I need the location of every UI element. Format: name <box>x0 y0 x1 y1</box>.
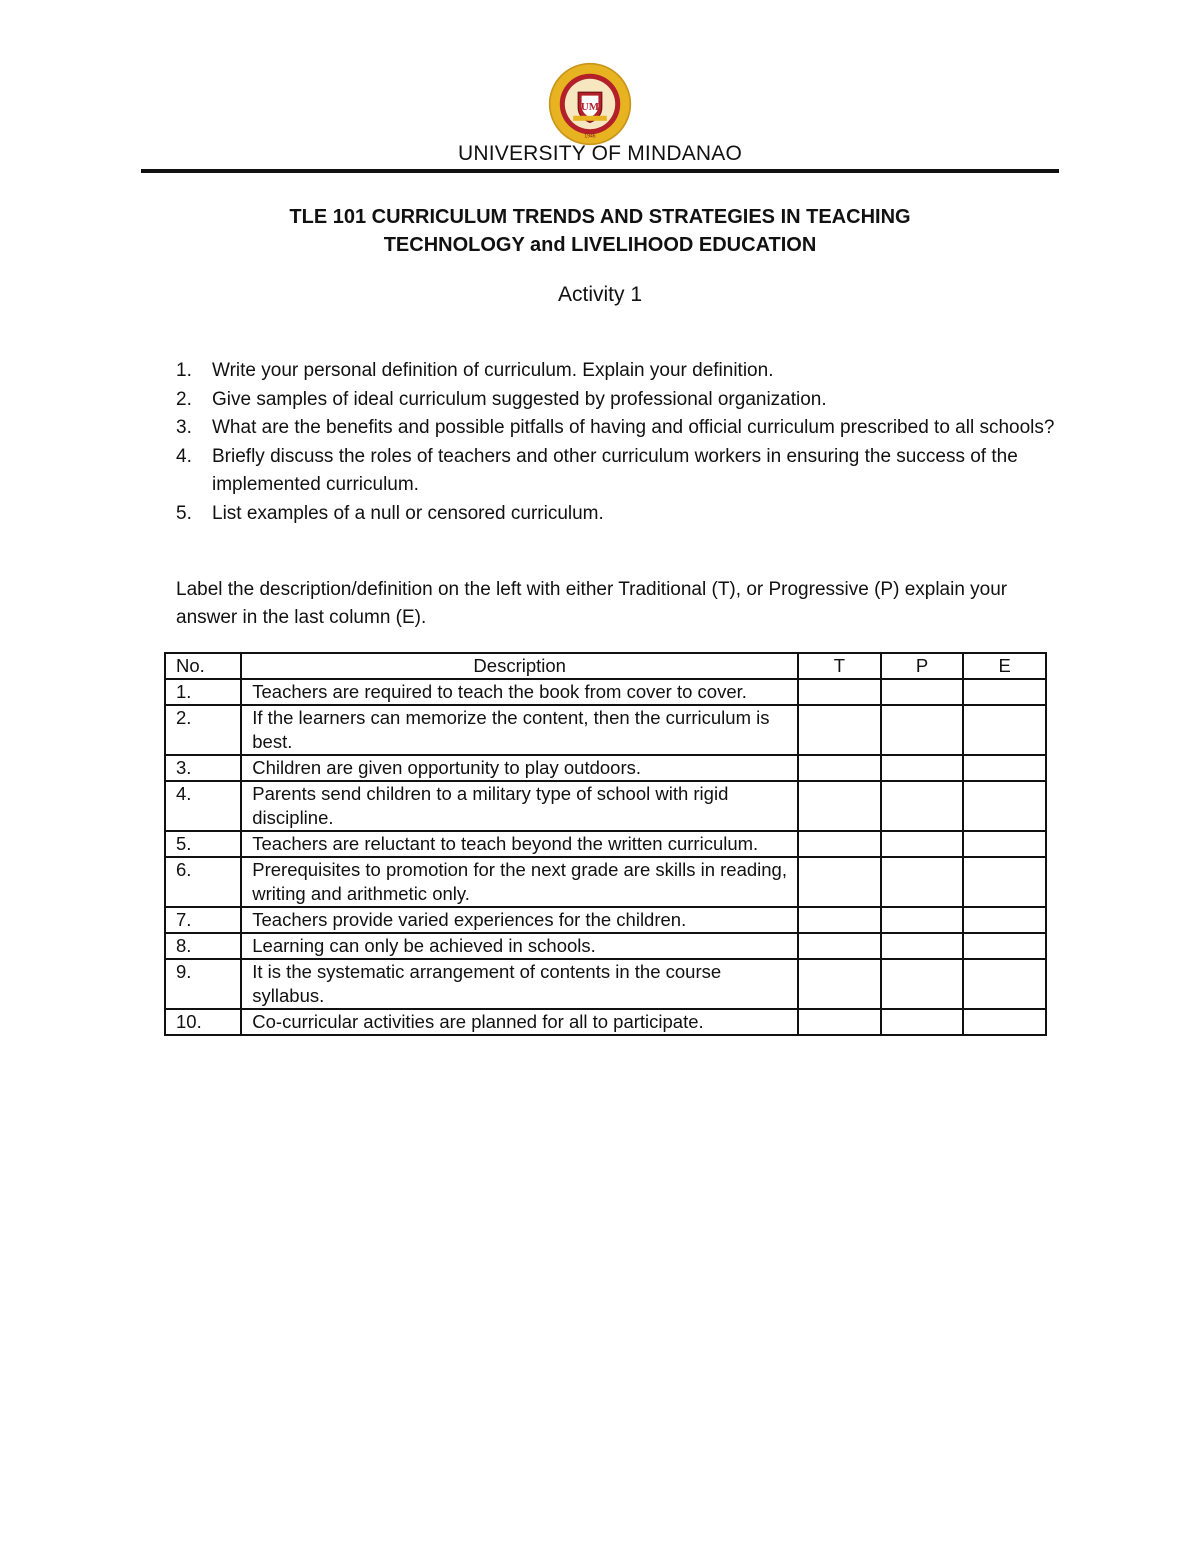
cell-t[interactable] <box>798 857 881 907</box>
question-text: Give samples of ideal curriculum suggested by professional organization. <box>212 388 827 410</box>
cell-e[interactable] <box>963 907 1046 933</box>
course-title-line-2: TECHNOLOGY and LIVELIHOOD EDUCATION <box>383 234 817 256</box>
question-text: Write your personal definition of curriculum. Explain your definition. <box>212 360 774 381</box>
cell-t[interactable] <box>798 781 881 831</box>
question-number: 5. <box>176 502 192 524</box>
table-row <box>165 933 1046 959</box>
cell-p[interactable] <box>881 831 964 857</box>
question-item <box>176 500 1076 529</box>
header-t: T <box>798 653 881 679</box>
university-seal-logo <box>548 62 632 146</box>
cell-no: 7. <box>165 907 241 933</box>
question-text: Briefly discuss the roles of teachers and other curriculum workers in ensuring the success of the implemented curriculum. <box>212 445 1018 495</box>
cell-e[interactable] <box>963 705 1046 755</box>
cell-description: Children are given opportunity to play outdoors. <box>241 755 798 781</box>
header-description: Description <box>241 653 798 679</box>
table-row <box>165 781 1046 831</box>
cell-e[interactable] <box>963 1009 1046 1035</box>
cell-t[interactable] <box>798 705 881 755</box>
header-p: P <box>881 653 964 679</box>
cell-no: 10. <box>165 1009 241 1035</box>
cell-e[interactable] <box>963 933 1046 959</box>
question-number: 3. <box>176 417 192 438</box>
table-row <box>165 1009 1046 1035</box>
cell-t[interactable] <box>798 1009 881 1035</box>
cell-description: Co-curricular activities are planned for all to participate. <box>241 1009 798 1035</box>
question-item <box>176 357 1076 386</box>
table-header-row <box>165 653 1046 679</box>
table-row <box>165 755 1046 781</box>
activity-heading: Activity 1 <box>557 283 643 306</box>
cell-no: 3. <box>165 755 241 781</box>
cell-p[interactable] <box>881 755 964 781</box>
cell-description: Learning can only be achieved in schools. <box>241 933 798 959</box>
course-title <box>0 203 1200 259</box>
cell-no: 1. <box>165 679 241 705</box>
cell-description: Teachers are required to teach the book from cover to cover. <box>241 679 798 705</box>
svg-text:1946: 1946 <box>584 133 596 140</box>
cell-description: Teachers are reluctant to teach beyond the written curriculum. <box>241 831 798 857</box>
cell-t[interactable] <box>798 959 881 1009</box>
cell-p[interactable] <box>881 679 964 705</box>
course-title-line-1: TLE 101 CURRICULUM TRENDS AND STRATEGIES IN TEACHING <box>289 206 911 228</box>
question-number: 2. <box>176 388 192 410</box>
cell-t[interactable] <box>798 755 881 781</box>
question-item <box>176 443 1076 500</box>
question-number: 4. <box>176 445 192 467</box>
cell-p[interactable] <box>881 781 964 831</box>
cell-description: Parents send children to a military type of school with rigid discipline. <box>241 781 798 831</box>
cell-p[interactable] <box>881 1009 964 1035</box>
table-row <box>165 705 1046 755</box>
header-rule <box>141 169 1059 173</box>
cell-e[interactable] <box>963 857 1046 907</box>
question-item <box>176 414 1076 443</box>
cell-p[interactable] <box>881 857 964 907</box>
cell-e[interactable] <box>963 781 1046 831</box>
svg-text:UM: UM <box>580 100 600 113</box>
cell-no: 8. <box>165 933 241 959</box>
table-row <box>165 857 1046 907</box>
cell-t[interactable] <box>798 679 881 705</box>
cell-p[interactable] <box>881 907 964 933</box>
cell-p[interactable] <box>881 933 964 959</box>
header-no: No. <box>165 653 241 679</box>
question-text: What are the benefits and possible pitfalls of having and official curriculum prescribed to all schools? <box>212 417 1055 438</box>
cell-no: 6. <box>165 857 241 907</box>
label-table <box>164 652 1047 1036</box>
cell-description: It is the systematic arrangement of contents in the course syllabus. <box>241 959 798 1009</box>
question-list <box>176 357 1076 528</box>
cell-t[interactable] <box>798 907 881 933</box>
table-row <box>165 959 1046 1009</box>
table-row <box>165 907 1046 933</box>
cell-t[interactable] <box>798 831 881 857</box>
cell-no: 4. <box>165 781 241 831</box>
header-e: E <box>963 653 1046 679</box>
cell-p[interactable] <box>881 959 964 1009</box>
cell-e[interactable] <box>963 831 1046 857</box>
instruction-text: Label the description/definition on the left with either Traditional (T), or Progressive (P) explain your answer in the last column (E). <box>176 579 1008 628</box>
cell-e[interactable] <box>963 679 1046 705</box>
cell-description: Teachers provide varied experiences for the children. <box>241 907 798 933</box>
cell-e[interactable] <box>963 755 1046 781</box>
table-row <box>165 679 1046 705</box>
table-row <box>165 831 1046 857</box>
cell-e[interactable] <box>963 959 1046 1009</box>
cell-no: 9. <box>165 959 241 1009</box>
question-text: List examples of a null or censored curriculum. <box>212 502 604 524</box>
cell-description: Prerequisites to promotion for the next grade are skills in reading, writing and arithmetic only. <box>241 857 798 907</box>
cell-p[interactable] <box>881 705 964 755</box>
question-number: 1. <box>176 360 192 381</box>
university-name: UNIVERSITY OF MINDANAO <box>457 142 743 165</box>
cell-t[interactable] <box>798 933 881 959</box>
question-item <box>176 386 1076 415</box>
cell-description: If the learners can memorize the content, then the curriculum is best. <box>241 705 798 755</box>
cell-no: 5. <box>165 831 241 857</box>
cell-no: 2. <box>165 705 241 755</box>
